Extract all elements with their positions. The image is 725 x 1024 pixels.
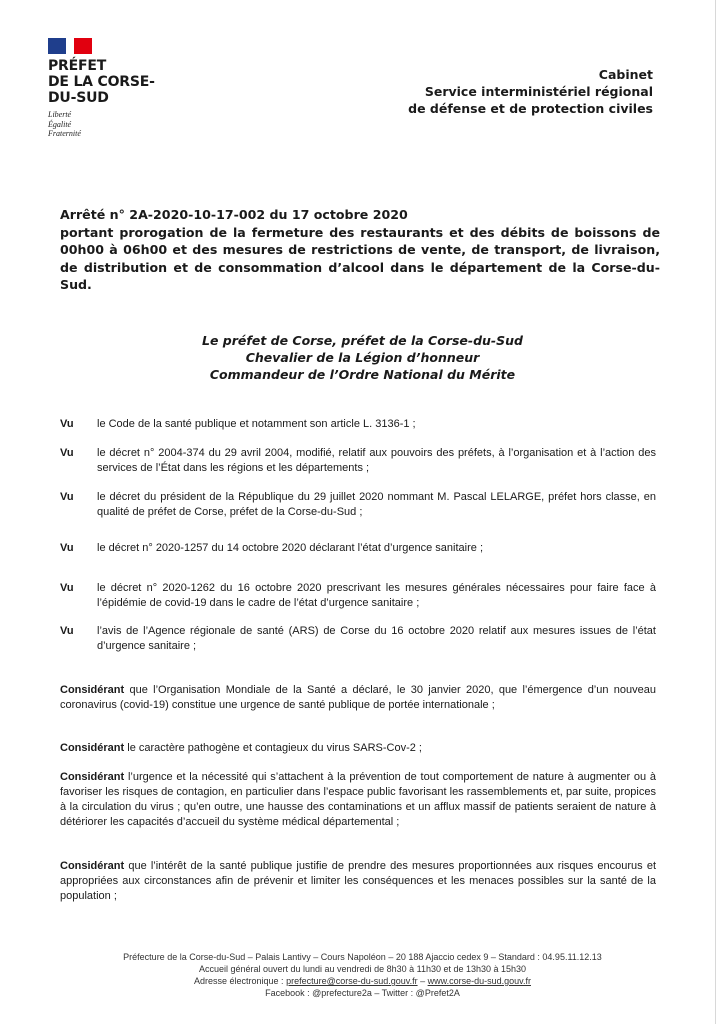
visa-text: le décret n° 2004-374 du 29 avril 2004, modifié, relatif aux pouvoirs des préfets, à l’organisation et à l’action des services de l’État dans les régions et les départements ; [97,447,656,474]
logo-line: DE LA CORSE- [48,74,155,90]
visa-text: le décret n° 2020-1257 du 14 octobre 2020 déclarant l’état d’urgence sanitaire ; [97,542,483,554]
considerant-text: que l’intérêt de la santé publique justifie de prendre des mesures proportionnées aux risques encourus et appropriées aux circonstances afin de prévenir et limiter les conséquences et les menaces possibles sur la santé de la population ; [60,860,656,902]
visa-item [60,490,656,520]
visa-item [60,446,656,476]
considerant-item [60,683,656,713]
considerant-label: Considérant [60,771,125,783]
visa-text: le Code de la santé publique et notamment son article L. 3136-1 ; [97,418,416,430]
considerant-label: Considérant [60,684,125,696]
prefecture-logo [48,38,155,139]
prefet-line: Commandeur de l’Ordre National du Mérite [209,367,516,382]
footer-separator: – [417,976,428,986]
footer-hours: Accueil général ouvert du lundi au vendredi de 8h30 à 11h30 et de 13h30 à 15h30 [198,964,527,974]
arrete-title: Arrêté n° 2A-2020-10-17-002 du 17 octobre 2020 [60,207,408,222]
considerant-item [60,770,656,830]
arrete-heading [60,206,660,294]
footer-social: Facebook : @prefecture2a – Twitter : @Prefet2A [265,988,460,998]
marianne-flag-icon [48,38,92,54]
email-label: Adresse électronique : [194,976,287,986]
footer-contact [0,975,725,987]
considerant-label: Considérant [60,860,125,872]
visa-label: Vu [60,418,74,430]
visa-item [60,624,656,654]
prefet-line: Chevalier de la Légion d’honneur [245,350,480,365]
prefet-titles [0,332,725,383]
service-header [408,66,653,117]
visa-item [60,581,656,611]
visa-text: le décret du président de la République du 29 juillet 2020 nommant M. Pascal LELARGE, préfet hors classe, en qualité de préfet de Corse, préfet de la Corse-du-Sud ; [97,491,656,518]
considerant-item [60,859,656,904]
considerant-text: que l’Organisation Mondiale de la Santé a déclaré, le 30 janvier 2020, que l’émergence d’un nouveau coronavirus (covid-19) constitue une urgence de santé publique de portée internationale ; [60,684,656,711]
republic-motto [48,110,155,139]
logo-line: DU-SUD [48,90,109,106]
page-footer [0,951,725,999]
considerant-item [60,741,656,756]
service-line: Service interministériel régional [424,84,653,99]
visa-label: Vu [60,542,74,554]
email-link[interactable]: prefecture@corse-du-sud.gouv.fr [286,976,418,986]
visa-label: Vu [60,582,74,594]
arrete-subject: portant prorogation de la fermeture des restaurants et des débits de boissons de 00h00 à 06h00 et des mesures de restrictions de vente, de transport, de livraison, de distribution et de consommation d’alcool dans le département de la Corse-du-Sud. [60,224,660,293]
visa-label: Vu [60,625,74,637]
visa-item [60,541,656,556]
prefet-line: Le préfet de Corse, préfet de la Corse-du-Sud [202,333,523,348]
considerant-label: Considérant [60,742,125,754]
considerant-text: le caractère pathogène et contagieux du virus SARS-Cov-2 ; [124,742,422,754]
page-edge-line [715,0,716,1024]
website-link[interactable]: www.corse-du-sud.gouv.fr [427,976,531,986]
motto-line: Fraternité [48,129,81,138]
visa-item [60,417,656,432]
visa-label: Vu [60,447,74,459]
motto-line: Égalité [48,119,72,129]
logo-line: PRÉFET [48,58,107,74]
visa-text: l’avis de l’Agence régionale de santé (ARS) de Corse du 16 octobre 2020 relatif aux mesures issues de l’état d’urgence sanitaire ; [97,625,656,652]
logo-title [48,58,155,106]
motto-line: Liberté [48,110,72,119]
visa-text: le décret n° 2020-1262 du 16 octobre 2020 prescrivant les mesures générales nécessaires pour faire face à l’épidémie de covid-19 dans le cadre de l’état d’urgence sanitaire ; [97,582,656,609]
service-line: de défense et de protection civiles [408,101,653,116]
considerant-text: l’urgence et la nécessité qui s’attachent à la prévention de tout comportement de nature à augmenter ou à favoriser les risques de contagion, en particulier dans l’espace public favorisant les rassemblements et, par suite, propices à la circulation du virus ; qu’en outre, une hausse des contaminations et un afflux massif de patients seraient de nature à détériorer les capacités d’accueil du système médical départemental ; [60,771,656,828]
visa-label: Vu [60,491,74,503]
service-line: Cabinet [598,67,653,82]
footer-address: Préfecture de la Corse-du-Sud – Palais Lantivy – Cours Napoléon – 20 188 Ajaccio cedex 9 – Standard : 04.95.11.12.13 [123,952,602,962]
